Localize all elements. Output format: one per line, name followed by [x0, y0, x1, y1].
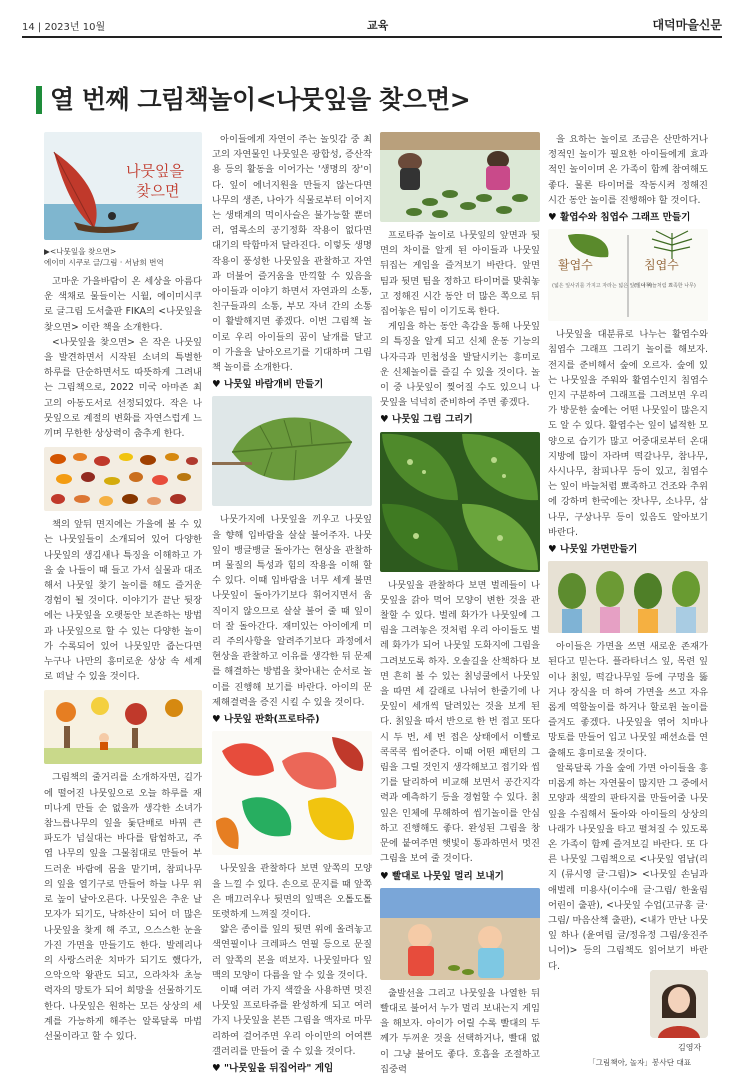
leaf-drawing-photo [380, 432, 540, 572]
column-3 [380, 132, 540, 1077]
col4-paragraph-3: 아이들은 가면을 쓰면 새로운 존재가 된다고 믿는다. 플라타너스 잎, 목련 잎이나 칡잎, 떡갈나무잎 등에 구멍을 뚫거나 장식을 더 하여 가면을 쓰고 자유롭게 역할놀이를 하거나 할로윈 놀이를 즐겨도 좋겠다. 나뭇잎을 엮어 치마나 망토를 만들어 입고 나뭇잎 패션쇼를 연출해도 흥미로울 것이다. [548, 641, 708, 759]
autumn-leaves-photo [44, 447, 202, 511]
book-caption-title: ▶<나뭇잎을 찾으면> [44, 247, 117, 256]
column-1 [44, 132, 202, 1044]
col4-paragraph-1: 을 요하는 놀이로 조금은 산만하거나 정적인 놀이가 필요한 아이들에게 효과적인 놀이이며 온 가족이 함께 참여해도 좋다. 물론 타이머를 작동시켜 정해진 시간 동안 놀이를 진행해야 할 것이다. [548, 134, 708, 206]
column-4 [548, 132, 708, 974]
col2-paragraph-3: 나뭇잎을 관찰하다 보면 앞쪽의 모양을 느낄 수 있다. 손으로 문지를 때 앞쪽은 매끄러우나 뒷면의 잎맥은 오톨도톨 또렷하게 느껴질 것이다. [212, 863, 372, 920]
heading-leaf-drawing: ♥ 나뭇잎 그림 그리기 [380, 414, 473, 426]
leaf-mask-photo [548, 561, 708, 633]
col2-paragraph-1: 아이들에게 자연이 주는 놀잇감 중 최고의 자연물인 나뭇잎은 광합성, 증산작용 등의 활동을 이어가는 '생명의 장'이다. 잎이 에너지원을 만들지 않는다면 나무의 생존, 나아가 식물로부터 이어지는 생태계의 먹이사슬은 불가능할 뿐더러, 염록소의 공기정화 작용이 없다면 대기의 탁함마저 달라진다. 이렇듯 생명작용이 풍성한 나뭇잎을 관찰하고 자연과 더불어 즐거움을 만끽할 수 있음을 아이들과 이야기 하면서 자연과의 소통, 친구들과의 소통, 부모 자녀 간의 소통이 활발해지면 좋겠다. 이번 그림책 놀이로 우리 아이들의 꿈이 날개를 달고 이 가을을 날아오르기를 기대하며 그림책 놀이를 소개한다. [212, 134, 372, 374]
flip-leaf-game-photo [380, 132, 540, 222]
header-rule [22, 36, 722, 38]
heading-leaf-mask: ♥ 나뭇잎 가면만들기 [548, 544, 638, 556]
col2-paragraph-2: 나뭇가지에 나뭇잎을 끼우고 나뭇잎을 향해 입바람을 살살 불어주자. 나뭇잎이 뱅글뱅글 돌아가는 현상을 관찰하며 물질의 특성과 힘의 작용을 이해 할 수 있다. 이때 입바람을 너무 세게 불면 나뭇잎이 돌아가기보다 휘어지면서 움직이지 않으므로 살살 불어 줄 때 잎이 더 잘 돌아간다. 재미있는 아이에게 미리 주의사항을 알려주기보다 과정에서 현상을 관찰하고 이유를 생각한 뒤 문제를 해결하는 방법을 찾아내는 순서로 놀이를 진행해 보기를 바란다. 아이의 문제해결력을 증진 시킬 수 있을 것이다. [212, 514, 372, 708]
book-cover-image [44, 132, 202, 240]
book-caption-credits: 에이미 시쿠로 글/그림 · 서남희 번역 [44, 258, 164, 267]
col3-paragraph-3: 나뭇잎을 관찰하다 보면 벌레들이 나뭇잎을 갉아 먹어 모양이 변한 것을 관찰할 수 있다. 벌레 화가가 나뭇잎에 그림을 그려놓은 것처럼 우리 아이들도 벌레 화가가 되어 나뭇잎 도화지에 그림을 그려보도록 하자. 오솔길을 산책하다 보면 흔히 볼 수 있는 칡넝쿨에서 나뭇잎을 따면 세 갈래로 나뉘어 한줄기에 나뭇잎이 세개씩 달려있는 것을 보게 된다. 칡잎을 따서 반으로 한 번 접고 또다시 두 번, 세 번 접은 상태에서 이빨로 콕콕콕 씹어준다. 이때 어떤 패턴의 그림을 그릴 것인지 생각해보고 접기와 씹기를 달리하여 비교해 보면서 공간지각력과 예측하기 등을 경험할 수 있다. 칡잎은 인체에 무해하여 씹기놀이를 안심하고 진행해도 좋다. 완성된 그림을 창문에 붙여주면 햇빛이 통과하면서 멋진 그림을 보여 줄 것이다. [380, 579, 540, 865]
board-broadleaf-label: 활엽수 [558, 258, 593, 273]
heading-leaf-frottage: ♥ 나뭇잎 판화(프로타쥬) [212, 714, 320, 726]
heading-flip-leaf-game: ♥ "나뭇잎을 뒤집어라" 게임 [212, 1062, 334, 1074]
col3-paragraph-2: 게임을 하는 동안 촉감을 통해 나뭇잎의 특징을 알게 되고 신체 운동 기능의 나자극과 민첩성을 발달시키는 흥미로운 신체놀이를 즐길 수 있을 것이다. 놀이 중 나뭇잎이 찢어질 수도 있으니 나뭇잎을 넉넉히 준비하여 주면 좋겠다. [380, 321, 540, 409]
board-conifer-note: (잎이 바늘처럼 뾰족한 나무) [634, 283, 696, 290]
board-broadleaf-note: (넓은 잎사귀를 가지고 자라는 넓은 잎의 나무) [552, 283, 653, 290]
leaf-frottage-photo [212, 731, 372, 855]
col4-paragraph-4: 알록달록 가을 숲에 가면 아이들을 흥미롭게 하는 자연물이 많지만 그 중에서 모양과 색깔의 판타지를 만들어줄 나뭇잎을 수집해서 돌아와 아이들의 상상의 나래가 나뭇잎을 타고 펼쳐질 수 있도록 온 가족이 함께 즐겨보길 바란다. 또 다른 나뭇잎 그림책으로 <나뭇잎 엽남(리지 (류시영 글·그림)> <나뭇잎 손님과 애벌레 미용사(이수애 글·그림/ 한울림어린이 출판), <나뭇잎 수업(고규홍 글·그림/ 마음산책 출판), <내가 만난 나뭇잎 하나 (윤여림 글/정유정 그림/웅진주니어)> 등의 그림책도 읽어보기 바란다. [548, 762, 708, 972]
author-name: 김영자 [678, 1043, 702, 1052]
heading-straw-blow-leaf: ♥ 빨대로 나뭇잎 멀리 보내기 [380, 870, 504, 882]
broadleaf-conifer-board-photo [548, 229, 708, 321]
col1-paragraph-3: 책의 앞뒤 면지에는 가을에 볼 수 있는 나뭇잎들이 소개되어 있어 다양한 나뭇잎의 생김새나 특징을 이해하고 가을 숲 나들이 때 들고 가서 실물과 대조해서 나뭇잎 찾기 놀이를 해도 즐거운 경험이 될 것이다. 이야기가 끝난 뒷장에는 나뭇잎을 오랫동안 보존하는 방법과 나뭇잎으로 할 수 있는 다양한 놀이가 수록되어 있어 나뭇잎만 줍는다면 누구나 나만의 흥미로운 상상 속 세계로 떠날 수 있을 것이다. [44, 519, 202, 683]
cover-title-line-2: 찾으면 [136, 182, 180, 200]
heading-tree-graph: ♥ 활엽수와 침엽수 그래프 만들기 [548, 212, 691, 224]
col1-paragraph-4: 그림책의 줄거리를 소개하자면, 길가에 떨어진 나뭇잎으로 오늘 하루를 재미나게 만들 순 없을까 생각한 소녀가 참느릅나무의 잎을 돛단배로 바꿔 큰 파도가 넘실대는 바다를 탐험하고, 주엽 나무의 잎을 그물침대로 만들어 부드러운 바람에 몸을 맡기며, 참피나무의 잎을 열기구로 만들어 하늘 나무 위로 높이 날아오른다. 나뭇잎은 추운 날 모자가 되기도, 낙하산이 되어 더 많은 나뭇잎을 찾게 해 주고, 으스스한 눈을 가진 가면을 만들기도 한다. 발레리나의 사랑스러운 치마가 되기도 했다가, 으악으악 왕관도 되고, 으라차차 초능력자의 망토가 되어 희망을 선물하기도 한다. 나뭇잎은 원하는 모든 상상의 세계를 가능하게 해주는 알록달록 마법 선물이라고 할 수 있다. [44, 772, 202, 1042]
column-2 [212, 132, 372, 1080]
col2-paragraph-4: 얇은 종이를 잎의 뒷면 위에 올려놓고 색연필이나 크레파스 연필 등으로 문질러 앞쪽의 본을 떠보자. 나뭇잎마다 잎맥의 모양이 다름을 알 수 있을 것이다. [212, 924, 372, 981]
board-conifer-label: 침엽수 [644, 258, 679, 273]
col3-paragraph-4: 출발선을 그리고 나뭇잎을 나열한 뒤 빨대로 불어서 누가 멀리 보내는지 게임을 해보자. 아이가 어릴 수록 빨대의 두께가 두꺼운 것을 선택하거나, 빨대 없이 그냥 불어도 좋다. 호흡을 조절하고 집중력 [380, 987, 540, 1075]
article-title: 열 번째 그림책놀이<나뭇잎을 찾으면> [50, 85, 471, 114]
page-number-date: 14 | 2023년 10월 [22, 22, 106, 33]
heading-leaf-pinwheel: ♥ 나뭇잎 바람개비 만들기 [212, 379, 324, 391]
straw-blow-game-photo [380, 888, 540, 980]
col3-paragraph-1: 프로타쥬 놀이로 나뭇잎의 앞면과 뒷면의 차이를 알게 된 아이들과 나뭇잎 뒤집는 게임을 즐겨보기 바란다. 앞면 팀과 뒷면 팀을 정하고 타이머를 맞춰놓고 정해진 시간 동안 더 많은 쪽으로 뒤집어놓은 팀이 이기도록 한다. [380, 230, 540, 318]
picture-book-spread-photo [44, 690, 202, 764]
leaf-pinwheel-photo [212, 396, 372, 506]
col4-paragraph-2: 나뭇잎을 대분류로 나누는 활엽수와 침엽수 그래프 그리기 놀이를 해보자. 전지를 준비해서 숲에 오르자. 숲에 있는 나뭇잎을 주워와 활엽수인지 침엽수인지 구분하여 그래프를 그려보면 우리가 방문한 숲에는 어떤 나뭇잎이 많은지도 알 수 있다. 활엽수는 잎이 넓적한 모양으로 습기가 많고 어중대로부터 온대 지방에 많이 자라며 떡갈나무, 참나무, 사시나무, 참피나무 등이 있고, 침엽수는 잎이 바늘처럼 뾰족하고 건조와 추위에 강하며 한국에는 잣나무, 소나무, 삼나무, 구상나무 등이 있음도 알아보기 바란다. [548, 329, 708, 538]
cover-title-line-1: 나뭇잎을 [126, 162, 184, 180]
author-title: 「그림책아, 놀자」봉사단 대표 [588, 1058, 692, 1067]
col1-paragraph-1: 고마운 가을바람이 온 세상을 아름다운 색채로 물들이는 시월, 에이미시쿠로 글그림 도서출판 FIKA의 <나뭇잎을 찾으면> 이란 책을 소개한다. [44, 276, 202, 333]
section-name: 교육 [367, 19, 389, 32]
title-accent-bar [36, 86, 42, 114]
author-photo [650, 970, 708, 1038]
col1-paragraph-2: <나뭇잎을 찾으면> 은 작은 나뭇잎을 발견하면서 시작된 소녀의 특별한 하루를 단순하면서도 따뜻하게 그려내는 그림책으로, 2022 미국 아마존 최고의 아동도서로 선정되었다. 작은 나뭇잎으로 계절의 변화를 자연스럽게 느끼며 무한한 상상력이 춤추게 한다. [44, 336, 202, 440]
col2-paragraph-5: 이때 여러 가지 색깔을 사용하면 멋진 나뭇잎 프로타쥬를 완성하게 되고 여러 가지 나뭇잎을 본뜬 그림을 액자로 마무리하여 걸어주면 우리 아이만의 어여쁜 갤러리를 만들어 줄 수 있을 것이다. [212, 984, 372, 1057]
newspaper-name: 대덕마을신문 [652, 18, 722, 32]
